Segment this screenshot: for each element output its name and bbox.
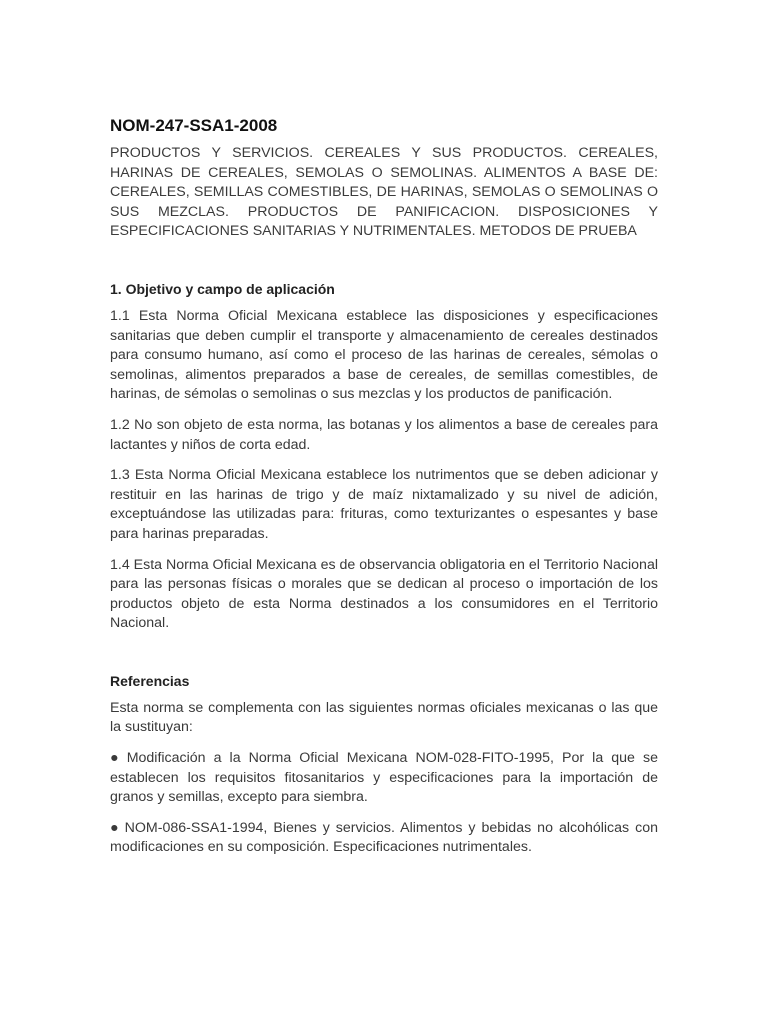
paragraph-1-3: 1.3 Esta Norma Oficial Mexicana establece los nutrimentos que se deben adicionar y restituir en las harinas de trigo y de maíz nixtamalizado y su nivel de adición, exceptuándose las utilizadas para: frituras, como texturizantes o espesantes y base para harinas preparadas. xyxy=(110,467,658,542)
list-item xyxy=(110,749,658,808)
document-subtitle: PRODUCTOS Y SERVICIOS. CEREALES Y SUS PRODUCTOS. CEREALES, HARINAS DE CEREALES, SEMOLAS O SEMOLINAS. ALIMENTOS A BASE DE: CEREALES, SEMILLAS COMESTIBLES, DE HARINAS, SEMOLAS O SEMOLINAS O SUS MEZCLAS. PRODUCTOS DE PANIFICACION. DISPOSICIONES Y ESPECIFICACIONES SANITARIAS Y NUTRIMENTALES. METODOS DE PRUEBA xyxy=(110,145,658,240)
bullet-icon: ● xyxy=(110,750,123,767)
paragraph-1-1: 1.1 Esta Norma Oficial Mexicana establece las disposiciones y especificaciones sanitarias que deben cumplir el transporte y almacenamiento de cereales destinados para consumo humano, así como el proceso de las harinas de cereales, sémolas o semolinas, alimentos preparados a base de cereales, de semillas comestibles, de harinas, de sémolas o semolinas o sus mezclas y los productos de panificación. xyxy=(110,307,658,403)
bullet-icon: ● xyxy=(110,819,121,836)
section-referencias xyxy=(110,672,658,858)
section-objetivo xyxy=(110,280,658,634)
list-item-text: Modificación a la Norma Oficial Mexicana NOM-028-FITO-1995, Por la que se establecen los requisitos fitosanitarios y especificaciones para la importación de granos y semillas, excepto para siembra. xyxy=(110,750,658,806)
paragraph-1-4: 1.4 Esta Norma Oficial Mexicana es de observancia obligatoria en el Territorio Nacional para las personas físicas o morales que se dedican al proceso o importación de los productos objeto de esta Norma destinados a los consumidores en el Territorio Nacional. xyxy=(110,556,658,632)
paragraph-1-2: 1.2 No son objeto de esta norma, las botanas y los alimentos a base de cereales para lactantes y niños de corta edad. xyxy=(110,416,658,453)
referencias-intro: Esta norma se complementa con las siguientes normas oficiales mexicanas o las que la sustituyan: xyxy=(110,699,658,736)
document-page xyxy=(110,115,658,869)
list-item xyxy=(110,819,658,858)
list-item-text: NOM-086-SSA1-1994, Bienes y servicios. Alimentos y bebidas no alcohólicas con modificaciones en su composición. Especificaciones nutrimentales. xyxy=(110,819,658,856)
section-heading-objetivo: 1. Objetivo y campo de aplicación xyxy=(110,280,335,297)
section-heading-referencias: Referencias xyxy=(110,672,190,689)
document-title: NOM-247-SSA1-2008 xyxy=(110,116,278,135)
